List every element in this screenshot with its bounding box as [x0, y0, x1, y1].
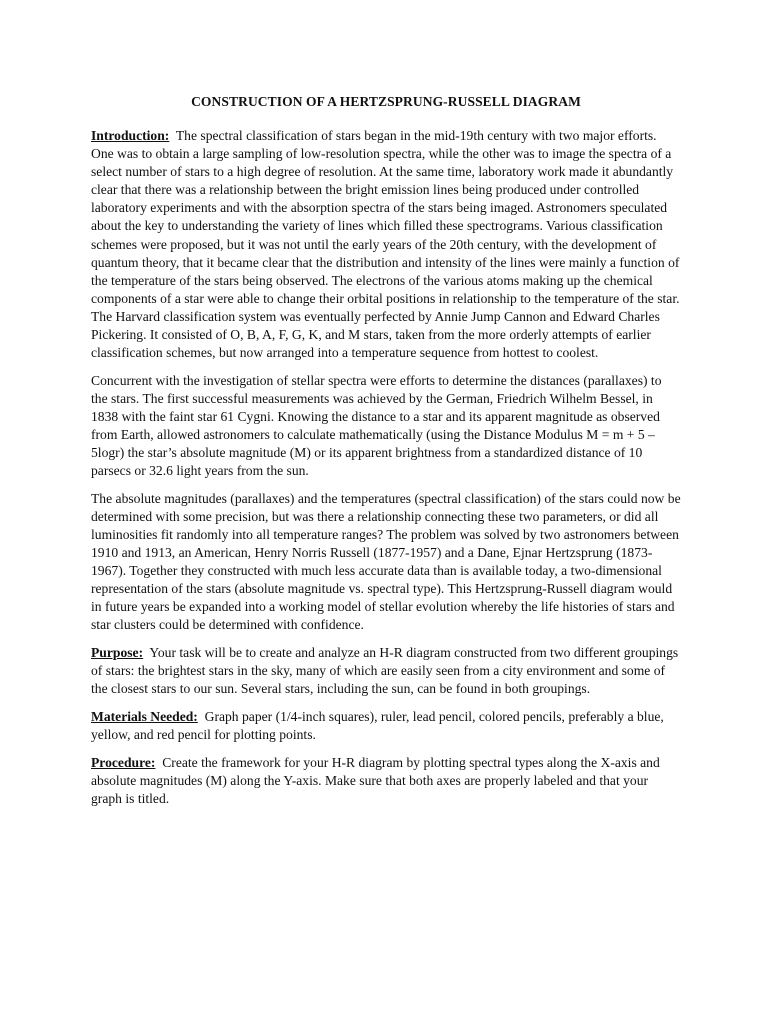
document-page	[91, 94, 681, 817]
materials-paragraph	[91, 708, 681, 744]
introduction-paragraph	[91, 127, 681, 362]
document-title: CONSTRUCTION OF A HERTZSPRUNG-RUSSELL DIAGRAM	[191, 94, 581, 109]
parallax-paragraph: Concurrent with the investigation of stellar spectra were efforts to determine the distances (parallaxes) to the stars. The first successful measurements was achieved by the German, Friedrich Wilhelm Bessel, in 1838 with the faint star 61 Cygni. Knowing the distance to a star and its apparent magnitude as observed from Earth, allowed astronomers to calculate mathematically (using the Distance Modulus M = m + 5 – 5logr) the star’s absolute magnitude (M) or its apparent brightness from a standardized distance of 10 parsecs or 32.6 light years from the sun.	[91, 372, 662, 479]
procedure-paragraph	[91, 754, 681, 808]
introduction-heading: Introduction:	[91, 128, 170, 143]
purpose-paragraph	[91, 644, 681, 698]
purpose-text: Your task will be to create and analyze an H-R diagram constructed from two different groupings of stars: the brightest stars in the sky, many of which are easily seen from a city environment and some of the closest stars to our sun. Several stars, including the sun, can be found in both groupings.	[91, 645, 679, 697]
materials-heading: Materials Needed:	[91, 708, 198, 724]
hr-history-paragraph: The absolute magnitudes (parallaxes) and the temperatures (spectral classification) of the stars could now be determined with some precision, but was there a relationship connecting these two parameters, or did all luminosities fit randomly into all temperature ranges? The problem was solved by two astronomers between 1910 and 1913, an American, Henry Norris Russell (1877-1957) and a Dane, Ejnar Hertzsprung (1873-1967). Together they constructed with much less accurate data than is available today, a two-dimensional representation of the stars (absolute magnitude vs. spectral type). This Hertzsprung-Russell diagram would in future years be expanded into a working model of stellar evolution whereby the life histories of stars and star clusters could be determined with confidence.	[91, 490, 681, 633]
introduction-text: The spectral classification of stars began in the mid-19th century with two major efforts. One was to obtain a large sampling of low-resolution spectra, while the other was to image the spectra of a select number of stars to a high degree of resolution. At the same time, laboratory work made it abundantly clear that there was a relationship between the bright emission lines being produced under controlled laboratory experiments and with the absorption spectra of the stars being imaged. Astronomers speculated about the key to understanding the variety of lines which filled these spectrograms. Various classification schemes were proposed, but it was not until the early years of the 20th century, with the development of quantum theory, that it became clear that the distribution and intensity of the lines were mainly a function of the temperature of the stars being observed. The electrons of the various atoms making up the chemical components of a star were able to change their orbital positions in relationship to the temperature of the star. The Harvard classification system was eventually perfected by Annie Jump Cannon and Edward Charles Pickering. It consisted of O, B, A, F, G, K, and M stars, taken from the more orderly attempts of earlier classification schemes, but now arranged into a temperature sequence from hottest to coolest.	[91, 128, 680, 361]
procedure-heading: Procedure:	[91, 754, 156, 770]
procedure-text: Create the framework for your H-R diagram by plotting spectral types along the X-axis and absolute magnitudes (M) along the Y-axis. Make sure that both axes are properly labeled and that your graph is titled.	[91, 754, 660, 806]
materials-text: Graph paper (1/4-inch squares), ruler, lead pencil, colored pencils, preferably a blue, yellow, and red pencil for plotting points.	[91, 708, 664, 742]
purpose-heading: Purpose:	[91, 645, 144, 661]
